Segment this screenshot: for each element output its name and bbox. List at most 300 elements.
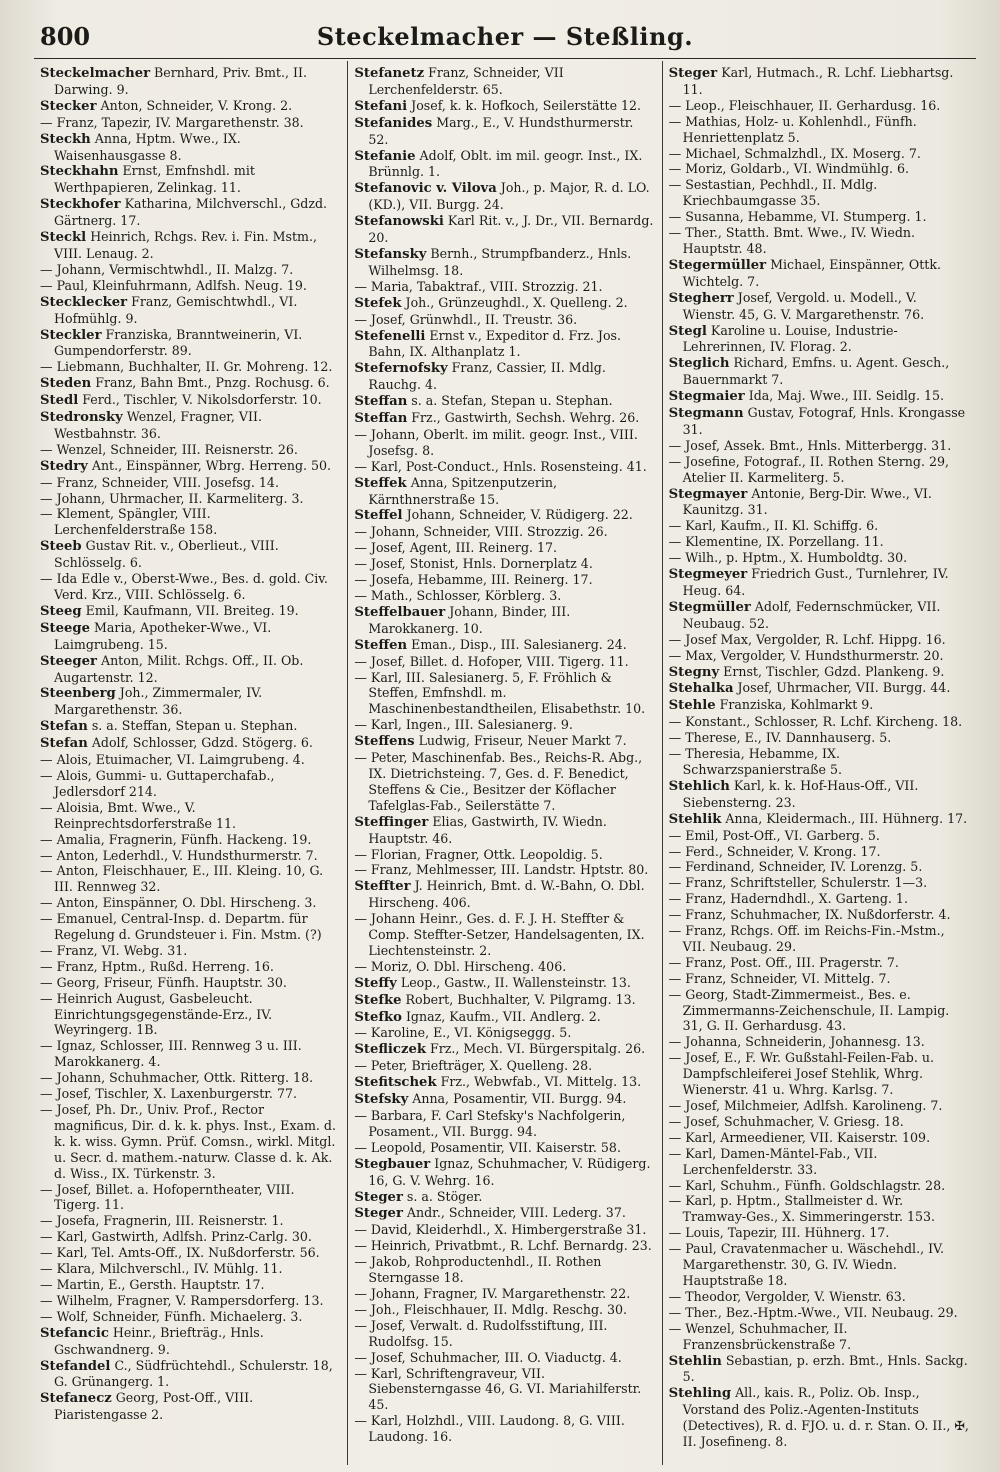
entry-surname: Stefitschek xyxy=(354,1075,437,1091)
entry-details: — Wenzel, Schneider, III. Reisnerstr. 26. xyxy=(40,441,298,457)
entry-details: — Karl, Holzhdl., VIII. Laudong. 8, G. VIII. Laudong. 16. xyxy=(354,1413,625,1445)
entry-surname: Stefanides xyxy=(354,115,433,131)
directory-entry xyxy=(354,1140,655,1156)
entry-surname: Stehling xyxy=(668,1386,732,1402)
directory-entry xyxy=(40,294,341,327)
entry-details: — Liebmann, Buchhalter, II. Gr. Mohreng. 12. xyxy=(40,359,333,375)
directory-entry xyxy=(669,844,970,860)
entry-details: — Franz, Schneider, VI. Mittelg. 7. xyxy=(668,970,891,986)
entry-surname: Stegmann xyxy=(668,406,744,422)
entry-details: — Alois, Gummi- u. Guttaperchafab., Jedlersdorf 214. xyxy=(40,767,275,799)
entry-details: Franziska, Branntweinerin, VI. Gumpendorferstr. 89. xyxy=(54,326,303,359)
entry-surname: Stegmaier xyxy=(668,389,745,405)
entry-details: — Klementine, IX. Porzellang. 11. xyxy=(668,534,884,550)
directory-entry xyxy=(669,1321,970,1353)
directory-entry xyxy=(669,1353,970,1386)
entry-surname: Steege xyxy=(40,620,91,636)
entry-surname: Stegny xyxy=(668,664,720,680)
entry-details: — Karl, Armeediener, VII. Kaiserstr. 109. xyxy=(668,1129,931,1145)
directory-entry xyxy=(40,115,341,131)
entry-details: — Leopold, Posamentir, VII. Kaiserstr. 58. xyxy=(354,1139,621,1155)
entry-details: Andr., Schneider, VIII. Lederg. 37. xyxy=(402,1205,626,1221)
entry-details: — Ignaz, Schlosser, III. Rennweg 3 u. III. Marokkanerg. 4. xyxy=(40,1038,302,1070)
entry-details: — Ther., Statth. Bmt. Wwe., IV. Wiedn. Hauptstr. 48. xyxy=(668,225,916,256)
entry-details: Ernst v., Expeditor d. Frz. Jos. Bahn, IX. Althanplatz 1. xyxy=(368,327,622,360)
entry-details: Heinr., Briefträg., Hnls. Gschwandnerg. 9. xyxy=(54,1324,264,1357)
entry-details: — Emanuel, Central-Insp. d. Departm. für Regelung d. Grundsteuer i. Fin. Mstm. (?) xyxy=(40,911,322,943)
directory-entry xyxy=(354,295,655,312)
entry-details: Johann, Binder, III. Marokkanerg. 10. xyxy=(368,603,571,636)
directory-entry xyxy=(669,1241,970,1289)
entry-details: Antonie, Berg-Dir. Wwe., VI. Kaunitzg. 31. xyxy=(682,485,932,518)
entry-surname: Steeg xyxy=(40,603,82,619)
entry-details: — Peter, Briefträger, X. Quelleng. 28. xyxy=(354,1058,593,1074)
entry-details: — Karl, III. Salesianerg. 5, F. Fröhlich & Steffen, Emfnshdl. m. Maschinenbestandtheilen, Elisabethstr. 10. xyxy=(354,669,646,717)
entry-surname: Stehalka xyxy=(668,681,734,697)
entry-details: Karl Rit. v., J. Dr., VII. Bernardg. 20. xyxy=(368,213,654,246)
directory-entry xyxy=(40,571,341,603)
entry-details: — Joh., Fleischhauer, II. Mdlg. Reschg. 30. xyxy=(354,1301,628,1317)
entry-details: Katharina, Milchverschl., Gdzd. Gärtnerg. 17. xyxy=(54,196,328,229)
directory-entry xyxy=(354,1413,655,1445)
directory-entry xyxy=(40,975,341,991)
directory-entry xyxy=(669,1289,970,1305)
entry-details: — Georg, Stadt-Zimmermeist., Bes. e. Zimmermanns-Zeichenschule, II. Lampig. 31, G. II. Gerhardusg. 43. xyxy=(668,986,950,1034)
entry-details: — Theresia, Hebamme, IX. Schwarzspanierstraße 5. xyxy=(668,746,842,777)
directory-entry xyxy=(40,262,341,278)
entry-details: Ernst, Emfnshdl. mit Werthpapieren, Zelinkag. 11. xyxy=(54,163,255,196)
entry-details: Elias, Gastwirth, IV. Wiedn. Hauptstr. 46. xyxy=(368,813,607,846)
entry-surname: Stefanovic v. Vilova xyxy=(354,181,497,197)
directory-entry xyxy=(669,454,970,486)
entry-details: — Karl, Tel. Amts-Off., IX. Nußdorferstr. 56. xyxy=(40,1245,320,1261)
entry-details: — Heinrich August, Gasbeleucht. Einrichtungsgegenstände-Erz., IV. Weyringerg. 1B. xyxy=(40,990,273,1038)
entry-details: — Johann, Vermischtwhdl., II. Malzg. 7. xyxy=(40,261,294,277)
directory-entry xyxy=(669,225,970,257)
directory-entry xyxy=(354,1366,655,1414)
entry-details: — Josef, Assek. Bmt., Hnls. Mitterbergg. 31. xyxy=(668,437,952,453)
directory-entry xyxy=(40,538,341,571)
entry-surname: Stefancic xyxy=(40,1325,109,1341)
entry-details: — Georg, Friseur, Fünfh. Hauptstr. 30. xyxy=(40,974,287,990)
directory-entry xyxy=(40,911,341,943)
entry-details: — Johann, Fragner, IV. Margarethenstr. 22. xyxy=(354,1285,631,1301)
entry-details: Robert, Buchhalter, V. Pilgramg. 13. xyxy=(401,991,636,1007)
directory-entry xyxy=(354,1074,655,1091)
directory-entry xyxy=(354,1189,655,1206)
column-right xyxy=(662,61,976,1465)
entry-details: — Josef, Agent, III. Reinerg. 17. xyxy=(354,540,558,556)
entry-details: Ida, Maj. Wwe., III. Seidlg. 15. xyxy=(744,388,945,404)
directory-entry xyxy=(354,1108,655,1140)
entry-surname: Steffinger xyxy=(354,814,429,830)
directory-entry xyxy=(40,943,341,959)
directory-entry xyxy=(354,1025,655,1041)
directory-entry xyxy=(40,442,341,458)
entry-details: Wenzel, Fragner, VII. Westbahnstr. 36. xyxy=(54,409,262,441)
entry-details: Franziska, Kohlmarkt 9. xyxy=(715,697,874,713)
entry-details: — Karoline, E., VI. Königseggg. 5. xyxy=(354,1025,572,1041)
entry-surname: Steffter xyxy=(354,879,411,895)
entry-details: Josef, k. k. Hofkoch, Seilerstätte 12. xyxy=(407,97,642,113)
entry-details: Michael, Einspänner, Ottk. Wichtelg. 7. xyxy=(682,256,941,289)
entry-details: Ant., Einspänner, Wbrg. Herreng. 50. xyxy=(87,457,332,473)
directory-entry xyxy=(40,163,341,196)
entry-details: — Ida Edle v., Oberst-Wwe., Bes. d. gold. Civ. Verd. Krz., VIII. Schlösselg. 6. xyxy=(40,571,328,602)
entry-surname: Steden xyxy=(40,376,92,392)
entry-details: — Josef, Billet. a. Hofoperntheater, VIII. Tigerg. 11. xyxy=(40,1181,295,1213)
entry-details: Franz, Schneider, VII Lerchenfelderstr. 65. xyxy=(368,65,564,97)
directory-entry xyxy=(354,637,655,654)
entry-details: Josef, Uhrmacher, VII. Burgg. 44. xyxy=(733,680,951,696)
directory-entry xyxy=(354,98,655,115)
directory-entry xyxy=(40,65,341,98)
directory-entry xyxy=(40,98,341,115)
directory-entry xyxy=(40,1277,341,1293)
directory-entry xyxy=(669,1385,970,1450)
directory-entry xyxy=(354,911,655,959)
directory-entry xyxy=(40,1245,341,1261)
directory-entry xyxy=(40,506,341,538)
directory-entry xyxy=(354,878,655,911)
entry-surname: Steger xyxy=(668,66,718,81)
directory-entry xyxy=(354,312,655,328)
directory-entry xyxy=(354,148,655,181)
entry-details: J. Heinrich, Bmt. d. W.-Bahn, O. Dbl. Hirscheng. 406. xyxy=(368,878,645,911)
entry-surname: Stehlik xyxy=(668,811,722,827)
directory-entry xyxy=(354,750,655,814)
entry-surname: Steffan xyxy=(354,411,408,427)
directory-entry xyxy=(669,65,970,98)
entry-details: — Paul, Cravatenmacher u. Wäschehdl., IV. Margarethenstr. 30, G. IV. Wiedn. Hauptstraße 18. xyxy=(668,1241,944,1288)
directory-entry xyxy=(669,550,970,566)
entry-details: Anton, Schneider, V. Krong. 2. xyxy=(96,97,293,113)
directory-entry xyxy=(669,778,970,811)
directory-entry xyxy=(354,975,655,992)
entry-surname: Stefanie xyxy=(354,148,416,164)
directory-entry xyxy=(669,1114,970,1130)
directory-entry xyxy=(669,1305,970,1321)
entry-details: Franz, Cassier, II. Mdlg. Rauchg. 4. xyxy=(368,360,606,393)
entry-details: — Maria, Tabaktraf., VIII. Strozzig. 21. xyxy=(354,278,603,294)
entry-details: Franz, Bahn Bmt., Pnzg. Rochusg. 6. xyxy=(91,375,330,391)
directory-entry xyxy=(40,685,341,718)
entry-details: Georg, Post-Off., VIII. Piaristengasse 2. xyxy=(54,1390,254,1423)
directory-entry xyxy=(354,180,655,213)
directory-entry xyxy=(354,556,655,572)
entry-surname: Stehlich xyxy=(668,778,730,794)
entry-details: — Johann, Oberlt. im milit. geogr. Inst., VIII. Josefsg. 8. xyxy=(354,426,638,458)
entry-surname: Steckhahn xyxy=(40,164,119,180)
entry-details: — Franz, Tapezir, IV. Margarethenstr. 38. xyxy=(40,114,304,130)
directory-entry xyxy=(40,458,341,475)
entry-surname: Stefliczek xyxy=(354,1042,426,1058)
directory-entry xyxy=(40,196,341,229)
entry-details: Ludwig, Friseur, Neuer Markt 7. xyxy=(414,733,627,749)
directory-entry xyxy=(669,1130,970,1146)
entry-details: — Heinrich, Privatbmt., R. Lchf. Bernardg. 23. xyxy=(354,1238,652,1254)
entry-surname: Stehle xyxy=(668,698,716,714)
entry-surname: Stefanetz xyxy=(354,66,425,81)
entry-surname: Stefenelli xyxy=(354,328,426,344)
entry-columns xyxy=(34,61,976,1465)
directory-entry xyxy=(669,146,970,162)
directory-entry xyxy=(669,1034,970,1050)
entry-details: Emil, Kaufmann, VII. Breiteg. 19. xyxy=(81,602,299,618)
directory-entry xyxy=(40,959,341,975)
directory-entry xyxy=(669,907,970,923)
directory-entry xyxy=(669,161,970,177)
directory-entry xyxy=(40,653,341,686)
directory-entry xyxy=(40,392,341,409)
entry-details: — Aloisia, Bmt. Wwe., V. Reinprechtsdorferstraße 11. xyxy=(40,799,237,831)
entry-details: Anna, Hptm. Wwe., IX. Waisenhausgasse 8. xyxy=(54,130,241,163)
entry-details: — Karl, Schuhm., Fünfh. Goldschlagstr. 28. xyxy=(668,1177,946,1193)
entry-details: — Karl, Post-Conduct., Hnls. Rosensteing. 41. xyxy=(354,458,647,474)
directory-entry xyxy=(40,1070,341,1086)
directory-entry xyxy=(40,1182,341,1214)
entry-surname: Steckler xyxy=(40,327,102,343)
entry-details: Sebastian, p. erzh. Bmt., Hnls. Sackg. 5. xyxy=(682,1352,968,1385)
directory-entry xyxy=(354,410,655,427)
directory-entry xyxy=(669,534,970,550)
entry-details: — Wilh., p. Hptm., X. Humboldtg. 30. xyxy=(668,550,908,566)
directory-entry xyxy=(669,518,970,534)
directory-entry xyxy=(354,213,655,246)
directory-entry xyxy=(669,1098,970,1114)
entry-details: Adolf, Schlosser, Gdzd. Stögerg. 6. xyxy=(87,735,313,751)
entry-details: — Karl, Kaufm., II. Kl. Schiffg. 6. xyxy=(668,518,879,534)
directory-entry xyxy=(669,98,970,114)
entry-details: — Moriz, Goldarb., VI. Windmühlg. 6. xyxy=(668,161,910,177)
entry-surname: Stegermüller xyxy=(668,257,767,273)
directory-entry xyxy=(669,114,970,146)
entry-details: — Johann, Schneider, VIII. Strozzig. 26. xyxy=(354,524,608,540)
entry-details: — Moriz, O. Dbl. Hirscheng. 406. xyxy=(354,958,567,974)
entry-surname: Steffy xyxy=(354,975,397,991)
entry-details: Friedrich Gust., Turnlehrer, IV. Heug. 64. xyxy=(682,566,949,598)
entry-surname: Stefani xyxy=(354,98,408,114)
directory-entry xyxy=(669,209,970,225)
directory-entry xyxy=(669,971,970,987)
directory-entry xyxy=(354,1009,655,1026)
entry-details: Heinrich, Rchgs. Rev. i. Fin. Mstm., VIII. Lenaug. 2. xyxy=(54,229,318,261)
directory-entry xyxy=(354,814,655,847)
entry-details: Karl, Hutmach., R. Lchf. Liebhartsg. 11. xyxy=(682,65,954,97)
entry-surname: Stegmeyer xyxy=(668,567,748,583)
entry-surname: Stefanecz xyxy=(40,1391,112,1407)
directory-entry xyxy=(354,862,655,878)
entry-details: — Franz, Rchgs. Off. im Reichs-Fin.-Mstm., VII. Neubaug. 29. xyxy=(668,923,945,954)
entry-details: Anton, Milit. Rchgs. Off., II. Ob. Augartenstr. 12. xyxy=(54,652,304,685)
entry-details: — Konstant., Schlosser, R. Lchf. Kircheng. 18. xyxy=(668,714,963,730)
directory-entry xyxy=(354,1302,655,1318)
directory-entry xyxy=(669,1193,970,1225)
entry-details: — Franz, Schuhmacher, IX. Nußdorferstr. 4. xyxy=(668,907,951,923)
entry-surname: Steger xyxy=(354,1206,403,1222)
entry-details: Anna, Spitzenputzerin, Kärnthnerstraße 15. xyxy=(368,474,557,507)
directory-entry xyxy=(669,987,970,1035)
entry-surname: Stedronsky xyxy=(40,410,123,426)
entry-details: — Anton, Fleischhauer, E., III. Kleing. 10, G. III. Rennweg 32. xyxy=(40,863,324,895)
entry-details: Joh., p. Major, R. d. LO. (KD.), VII. Burgg. 24. xyxy=(368,180,650,213)
entry-details: — Franz, VI. Webg. 31. xyxy=(40,942,188,958)
entry-details: — Anton, Einspänner, O. Dbl. Hirscheng. 3. xyxy=(40,895,317,911)
directory-entry xyxy=(40,620,341,653)
directory-entry xyxy=(354,475,655,508)
entry-details: — Franz, Schriftsteller, Schulerstr. 1—3. xyxy=(668,875,928,891)
directory-entry xyxy=(40,603,341,620)
directory-entry xyxy=(40,1390,341,1423)
directory-entry xyxy=(669,486,970,519)
entry-details: — Louis, Tapezir, III. Hühnerg. 17. xyxy=(668,1225,890,1241)
entry-details: Frz., Gastwirth, Sechsh. Wehrg. 26. xyxy=(407,410,640,426)
entry-details: — Karl, Damen-Mäntel-Fab., VII. Lerchenfelderstr. 33. xyxy=(668,1145,878,1177)
directory-entry xyxy=(354,717,655,733)
entry-details: — Josef, E., F. Wr. Gußstahl-Feilen-Fab. u. Dampfschleiferei Josef Stehlik, Whrg. Wienerstr. 41 u. Whrg. Karlsg. 7. xyxy=(668,1050,934,1098)
directory-entry xyxy=(40,131,341,164)
directory-entry xyxy=(40,1261,341,1277)
directory-entry xyxy=(40,491,341,507)
directory-entry xyxy=(669,648,970,664)
directory-entry xyxy=(40,359,341,375)
directory-entry xyxy=(354,328,655,361)
directory-entry xyxy=(354,1254,655,1286)
entry-surname: Steffen xyxy=(354,637,408,653)
entry-details: Adolf, Federnschmücker, VII. Neubaug. 52. xyxy=(682,598,941,631)
entry-surname: Stefan xyxy=(40,719,88,735)
entry-surname: Steenberg xyxy=(40,686,116,702)
entry-details: — Ferdinand, Schneider, IV. Lorenzg. 5. xyxy=(668,859,923,875)
directory-entry xyxy=(354,459,655,475)
entry-details: — Ther., Bez.-Hptm.-Wwe., VII. Neubaug. 29. xyxy=(668,1304,958,1320)
entry-surname: Stefan xyxy=(40,736,88,752)
directory-entry xyxy=(40,1102,341,1182)
entry-details: — Michael, Schmalzhdl., IX. Moserg. 7. xyxy=(668,145,921,161)
entry-details: — Josef, Schuhmacher, V. Griesg. 18. xyxy=(668,1113,904,1129)
directory-entry xyxy=(354,604,655,637)
entry-surname: Steffek xyxy=(354,475,407,491)
directory-entry xyxy=(669,405,970,438)
entry-details: — Martin, E., Gersth. Hauptstr. 17. xyxy=(40,1276,265,1292)
entry-details: — Florian, Fragner, Ottk. Leopoldig. 5. xyxy=(354,846,603,862)
entry-details: — Wilhelm, Fragner, V. Rampersdorferg. 13. xyxy=(40,1292,324,1308)
entry-details: — Josef, Grünwhdl., II. Treustr. 36. xyxy=(354,311,578,327)
directory-entry xyxy=(669,438,970,454)
column-middle xyxy=(347,61,661,1465)
entry-details: — Sestastian, Pechhdl., II. Mdlg. Kriechbaumgasse 35. xyxy=(668,177,878,209)
directory-entry xyxy=(354,540,655,556)
entry-details: — Klara, Milchverschl., IV. Mühlg. 11. xyxy=(40,1261,283,1277)
entry-details: Josef, Vergold. u. Modell., V. Wienstr. 45, G. V. Margarethenstr. 76. xyxy=(682,289,925,322)
entry-surname: Stefke xyxy=(354,992,402,1008)
entry-details: s. a. Stefan, Stepan u. Stephan. xyxy=(407,393,613,409)
directory-entry xyxy=(354,1041,655,1058)
entry-surname: Steckh xyxy=(40,131,91,147)
directory-entry xyxy=(40,718,341,735)
directory-entry xyxy=(40,991,341,1039)
entry-details: — Karl, Gastwirth, Adlfsh. Prinz-Carlg. 30. xyxy=(40,1229,312,1245)
entry-details: Ernst, Tischler, Gdzd. Plankeng. 9. xyxy=(719,663,945,679)
directory-entry xyxy=(669,891,970,907)
directory-entry xyxy=(354,959,655,975)
directory-entry xyxy=(354,733,655,750)
directory-entry xyxy=(40,735,341,752)
entry-details: All., kais. R., Poliz. Ob. Insp., Vorstand des Poliz.-Agenten-Instituts (Detectives), R. d. FJO. u. d. r. Stan. O. II., ✠, II. Josefineng. 8. xyxy=(682,1385,969,1450)
directory-entry xyxy=(669,664,970,681)
directory-entry xyxy=(669,388,970,405)
directory-entry xyxy=(669,1050,970,1098)
entry-details: C., Südfrüchtehdl., Schulerstr. 18, G. Grünangerg. 1. xyxy=(54,1357,333,1390)
entry-details: — Karl, p. Hptm., Stallmeister d. Wr. Tramway-Ges., X. Simmeringerstr. 153. xyxy=(668,1193,936,1225)
entry-surname: Steeger xyxy=(40,653,97,669)
directory-entry xyxy=(40,1358,341,1391)
entry-surname: Stefsky xyxy=(354,1092,409,1108)
entry-details: — Ferd., Schneider, V. Krong. 17. xyxy=(668,843,881,859)
entry-surname: Steckl xyxy=(40,230,87,246)
entry-details: — Josef, Ph. Dr., Univ. Prof., Rector magnificus, Dir. d. k. k. phys. Inst., Exam. d. k. k. wiss. Gymn. Prüf. Comsn., wirkl. Mitgl. u. Secr. d. mathem.-naturw. Classe d. k. Ak. d. Wiss., IX. Türkenstr. 3. xyxy=(40,1102,336,1181)
directory-entry xyxy=(40,863,341,895)
entry-details: — Jakob, Rohproductenhdl., II. Rothen Sterngasse 18. xyxy=(354,1254,602,1286)
directory-entry xyxy=(354,992,655,1009)
directory-entry xyxy=(354,115,655,148)
directory-entry xyxy=(669,632,970,648)
entry-details: Marg., E., V. Hundsthurmerstr. 52. xyxy=(368,114,634,147)
entry-surname: Steffan xyxy=(354,394,408,410)
directory-entry xyxy=(40,1293,341,1309)
directory-entry xyxy=(40,1229,341,1245)
directory-entry xyxy=(354,1222,655,1238)
entry-details: Ignaz, Kaufm., VII. Andlerg. 2. xyxy=(401,1008,601,1024)
directory-entry xyxy=(354,393,655,410)
entry-details: Johann, Schneider, V. Rüdigerg. 22. xyxy=(402,507,633,523)
entry-details: Ignaz, Schuhmacher, V. Rüdigerg. 16, G. V. Wehrg. 16. xyxy=(368,1155,651,1188)
directory-entry xyxy=(354,572,655,588)
entry-details: — Franz, Schneider, VIII. Josefsg. 14. xyxy=(40,474,279,490)
directory-entry xyxy=(354,670,655,718)
entry-details: — Johann, Schuhmacher, Ottk. Ritterg. 18. xyxy=(40,1070,314,1086)
directory-entry xyxy=(40,1213,341,1229)
entry-surname: Stegherr xyxy=(668,290,734,306)
directory-entry xyxy=(40,1325,341,1358)
entry-surname: Stefko xyxy=(354,1009,402,1025)
directory-entry xyxy=(669,955,970,971)
entry-details: — Wenzel, Schuhmacher, II. Franzensbrückenstraße 7. xyxy=(668,1320,852,1352)
entry-details: — Wolf, Schneider, Fünfh. Michaelerg. 3. xyxy=(40,1308,303,1324)
entry-details: — Peter, Maschinenfab. Bes., Reichs-R. Abg., IX. Dietrichsteing. 7, Ges. d. F. Benedict, Steffens & Cie., Besitzer der Köflacher Tafelglas-Fab., Seilerstätte 7. xyxy=(354,750,643,813)
directory-entry xyxy=(354,1058,655,1074)
entry-details: Franz, Gemischtwhdl., VI. Hofmühlg. 9. xyxy=(54,293,298,326)
directory-entry xyxy=(669,746,970,778)
directory-entry xyxy=(40,229,341,262)
entry-surname: Steglich xyxy=(668,356,730,372)
entry-details: — Karl, Ingen., III. Salesianerg. 9. xyxy=(354,717,573,733)
entry-surname: Stecker xyxy=(40,98,97,114)
entry-surname: Stegmüller xyxy=(668,599,751,615)
entry-details: — Josefine, Fotograf., II. Rothen Sterng. 29, Atelier II. Karmeliterg. 5. xyxy=(668,453,949,485)
entry-details: Bernh., Strumpfbanderz., Hnls. Wilhelmsg. 18. xyxy=(368,245,632,278)
entry-details: Joh., Grünzeughdl., X. Quelleng. 2. xyxy=(401,294,628,310)
directory-entry xyxy=(40,1309,341,1325)
entry-surname: Stedry xyxy=(40,458,88,474)
entry-details: Maria, Apotheker-Wwe., VI. Laimgrubeng. 15. xyxy=(54,619,272,652)
entry-details: Leop., Gastw., II. Wallensteinstr. 13. xyxy=(396,974,631,990)
directory-entry xyxy=(669,290,970,323)
directory-entry xyxy=(354,507,655,524)
entry-details: — Josefa, Fragnerin, III. Reisnerstr. 1. xyxy=(40,1213,284,1229)
entry-details: — Leop., Fleischhauer, II. Gerhardusg. 16. xyxy=(668,97,941,113)
entry-details: Karoline u. Louise, Industrie-Lehrerinnen, IV. Florag. 2. xyxy=(682,322,898,355)
